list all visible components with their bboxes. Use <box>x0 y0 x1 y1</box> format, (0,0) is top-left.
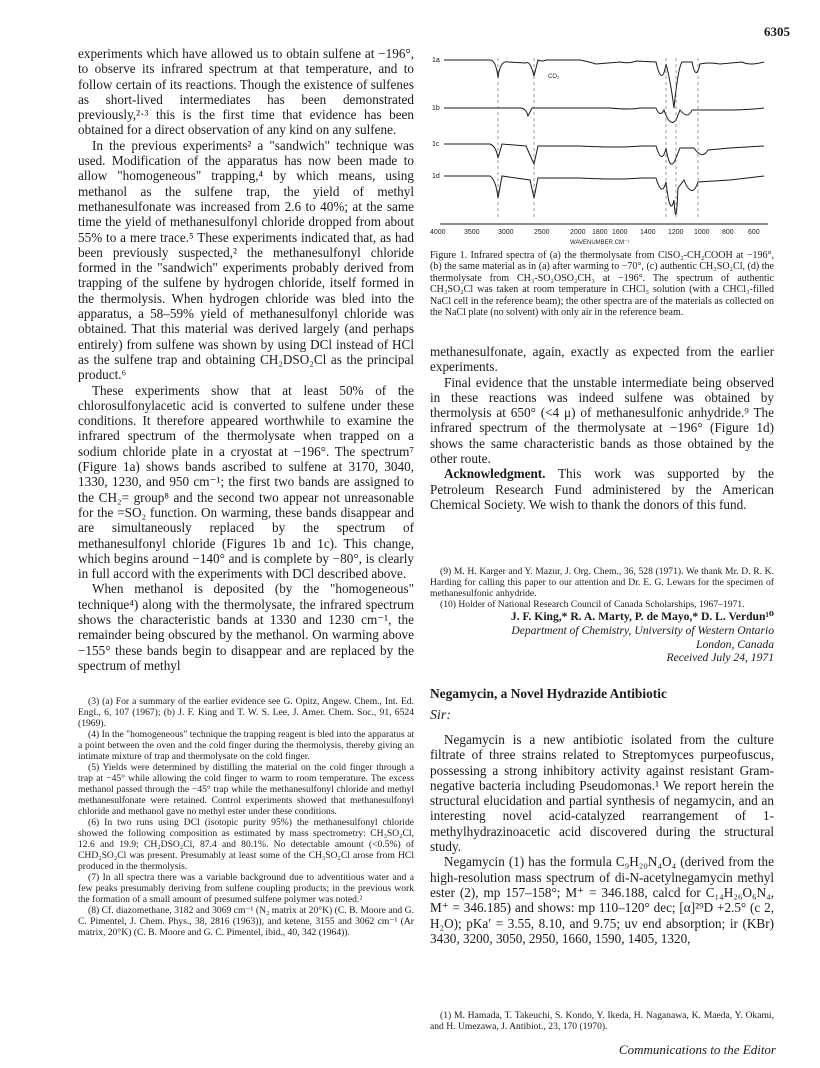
trace-label: 1b <box>432 105 440 112</box>
figure-caption: Figure 1. Infrared spectra of (a) the thermolysate from ClSO₂-CH₂COOH at −196°, (b) the same material as in (a) after warming to −70°, (c) authentic CH₃SO₂Cl, (d) the thermolysate from CH₃-SO₂OSO₂CH₃ at −196°. The spectrum of authentic CH₃SO₂Cl was taken at room temperature in CHCl₃ solution (with a CHCl₃-filled NaCl cell in the reference beam); the other spectra are of the materials as collected on the NaCl plate (no solvent) with only air in the reference beam. <box>430 250 774 319</box>
trace-label: 1a <box>432 57 440 64</box>
footnote: (5) Yields were determined by distilling the material on the cold finger through a trap at −45° while allowing the cold finger to warm to room temperature. The excess methanol passed through the −45° trap while the methanesulfonyl chloride and methyl methanesulfonate were retained. Control experiments showed that methanesulfonyl chloride and methanol gave no methyl ester under these conditions. <box>78 762 414 817</box>
tick-label: 600 <box>748 229 760 236</box>
paragraph: experiments which have allowed us to obtain sulfene at −196°, to observe its infrared spectrum at that temperature, and to follow certain of its reactions. Though the existence of sulfenes as short-lived intermediates has been demonstrated previously,²·³ this is the first time that evidence has been obtained for a direct observation of any kind on any sulfene. <box>78 46 414 138</box>
tick-label: 1800 <box>592 229 608 236</box>
tick-label: 1000 <box>694 229 710 236</box>
paragraph: Negamycin is a new antibiotic isolated from the culture filtrate of three strains related to Streptomyces purpeofuscus, possessing a strong inhibitory activity against resistant Gram-negative bacteria including Pseudomonas.¹ We report herein the structural elucidation and partial synthesis of negamycin, and an interesting novel acid-catalyzed rearrangement of 1-methylhydrazinoacetic acid discovered during the structural study. <box>430 732 774 855</box>
negamycin-body <box>430 732 774 946</box>
left-footnotes <box>78 696 414 938</box>
tick-label: 800 <box>722 229 734 236</box>
spectrum-svg <box>430 48 774 248</box>
acknowledgment-heading: Acknowledgment. <box>444 466 546 482</box>
running-footer: Communications to the Editor <box>618 1042 776 1057</box>
footnote: (10) Holder of National Research Council of Canada Scholarships, 1967–1971. <box>440 599 745 610</box>
axis-label: WAVENUMBER CM⁻¹ <box>570 240 630 246</box>
trace-label: 1d <box>432 173 440 180</box>
footnote: (1) M. Hamada, T. Takeuchi, S. Kondo, Y. Ikeda, H. Naganawa, K. Maeda, Y. Okami, and H. Umezawa, J. Antibiot., 23, 170 (1970). <box>430 1010 774 1032</box>
paragraph: These experiments show that at least 50% of the chlorosulfonylacetic acid is converted to sulfene under these conditions. It therefore appeared worthwhile to examine the infrared spectrum of the thermolysate when trapped on a sodium chloride plate in a cryostat at −196°. The spectrum⁷ (Figure 1a) shows bands ascribed to sulfene at 3170, 3040, 1330, 1230, and 950 cm⁻¹; the first two bands are assigned to the CH₂= group⁸ and the second two appear not unreasonable for the =SO₂ function. On warming, these bands disappear and are simultaneously replaced by the spectrum of methanesulfonyl chloride (Figures 1b and 1c). This change, which begins around −140° and is complete by −80°, is clearly in full accord with the experiments with DCl described above. <box>78 382 414 582</box>
tick-label: 3500 <box>464 229 480 236</box>
footnote: (6) In two runs using DCl (isotopic purity 95%) the methanesulfonyl chloride showed the following composition as estimated by mass spectrometry: CH₃SO₂Cl, 12.6 and 19.9; CH₂DSO₂Cl, 87.4 and 80.1%. No detectable amount (<0.5%) of CHD₂SO₂Cl was present. Presumably at least some of the CH₃SO₂Cl arose from HCl produced in the thermolysis. <box>78 817 414 872</box>
negamycin-footnote-block <box>430 1010 774 1032</box>
acknowledgment-text: This work was supported by the Petroleum Research Fund administered by the American Chemical Society. We wish to thank the donors of this fund. <box>430 466 774 512</box>
article-title: Negamycin, a Novel Hydrazide Antibiotic <box>430 686 667 701</box>
paragraph: Negamycin (1) has the formula C₉H₂₀N₄O₄ (derived from the high-resolution mass spectrum of di-N-acetylnegamycin methyl ester (2), mp 157–158°; M⁺ = 346.188, calcd for C₁₄H₂₆O₆N₄, M⁺ = 346.185) and shows: mp 110–120° dec; [α]²⁹D +2.5° (c 2, H₂O); pKa′ = 3.55, 8.10, and 9.75; uv end absorption; ir (KBr) 3430, 3200, 3050, 2950, 1660, 1590, 1405, 1320, <box>430 854 774 946</box>
salutation: Sir: <box>430 708 451 723</box>
affiliation: Department of Chemistry, University of Western Ontario <box>511 624 774 637</box>
tick-label: 1400 <box>640 229 656 236</box>
footnote: (7) In all spectra there was a variable background due to adventitious water and a few peaks presumably deriving from sulfene coupling products; in the previous work the formation of a small amount of presumed sulfene polymer was noted.² <box>78 872 414 905</box>
tick-label: 2000 <box>570 229 586 236</box>
trace-label: 1c <box>432 141 440 148</box>
received-date: Received July 24, 1971 <box>666 651 774 664</box>
paragraph: When methanol is deposited (by the "homogeneous" technique⁴) along with the thermolysate, the infrared spectrum shows the characteristic bands at 1330 and 1230 cm⁻¹, the remainder being obscured by the methanol. On warming above −155° these bands begin to disappear and are replaced by the spectrum of methyl <box>78 581 414 673</box>
trace-1b <box>444 108 764 122</box>
paragraph: Final evidence that the unstable intermediate being observed in these reactions was indeed sulfene was obtained by thermolysis at 650° (<4 μ) of methanesulfonic anhydride.⁹ The infrared spectrum of the thermolysate at −196° (Figure 1d) shows the same characteristic bands as those obtained by the other route. <box>430 374 774 467</box>
tick-label: 2500 <box>534 229 550 236</box>
trace-1d <box>444 176 764 214</box>
authors: J. F. King,* R. A. Marty, P. de Mayo,* D. L. Verdun¹⁰ <box>510 610 774 623</box>
ir-spectrum-figure <box>430 48 774 248</box>
footnote: (9) M. H. Karger and Y. Mazur, J. Org. Chem., 36, 528 (1971). We thank Mr. D. R. K. Harding for calling this paper to our attention and Dr. E. G. Lewars for the specimen of methanesulfonic anhydride. <box>430 566 774 599</box>
tick-label: 3000 <box>498 229 514 236</box>
footnote: (3) (a) For a summary of the earlier evidence see G. Opitz, Angew. Chem., Int. Ed. Engl., 6, 107 (1967); (b) J. F. King and T. W. S. Lee, J. Amer. Chem. Soc., 91, 6524 (1969). <box>78 696 414 729</box>
signature-block <box>430 610 774 665</box>
tick-label: 1600 <box>612 229 628 236</box>
paragraph: methanesulfonate, again, exactly as expected from the earlier experiments. <box>430 344 774 375</box>
right-footnotes <box>430 566 774 610</box>
affiliation-city: London, Canada <box>696 637 774 651</box>
footnote: (8) Cf. diazomethane, 3182 and 3069 cm⁻¹ (N₂ matrix at 20°K) (C. B. Moore and G. C. Pimentel, J. Chem. Phys., 38, 2816 (1963)), and ketene, 3155 and 3062 cm⁻¹ (Ar matrix, 20°K) (C. B. Moore and G. C. Pimentel, ibid., 40, 342 (1964)). <box>78 905 414 938</box>
paragraph: In the previous experiments² a "sandwich" technique was used. Modification of the apparatus has now been made to allow "homogeneous" trapping,⁴ by which means, using methanol as the sulfene trap, the yield of methyl methanesulfonate was increased from 2.6 to 40%; at the same time the yield of methanesulfonyl chloride dropped from about 55% to a mere trace.⁵ These experiments indicated that, as had been previously suspected,² the methanesulfonyl chloride formed in the "sandwich" experiments probably derived from trapping of the sulfene by hydrogen chloride, itself formed in the thermolysis. When hydrogen chloride was bled into the apparatus, a 58–59% yield of methanesulfonyl chloride was obtained. That this material was derived largely (and perhaps entirely) from sulfene was shown by using DCl instead of HCl as the sulfene trap and obtaining CH₂DSO₂Cl as the principal product.⁶ <box>78 137 414 383</box>
page-number: 6305 <box>764 24 790 39</box>
tick-label: 4000 <box>430 229 446 236</box>
tick-label: 1200 <box>668 229 684 236</box>
left-column <box>78 46 414 673</box>
acknowledgment <box>430 466 774 512</box>
footnote: (4) In the "homogeneous" technique the trapping reagent is bled into the apparatus at a point between the oven and the cold finger during the thermolysis, thereby giving an intimate mixture of trap and thermolysate on the cold finger. <box>78 729 414 762</box>
co2-annotation: CO₂ <box>548 74 560 80</box>
right-column-body <box>430 344 774 512</box>
trace-1c <box>444 144 764 164</box>
trace-1a <box>444 60 764 108</box>
